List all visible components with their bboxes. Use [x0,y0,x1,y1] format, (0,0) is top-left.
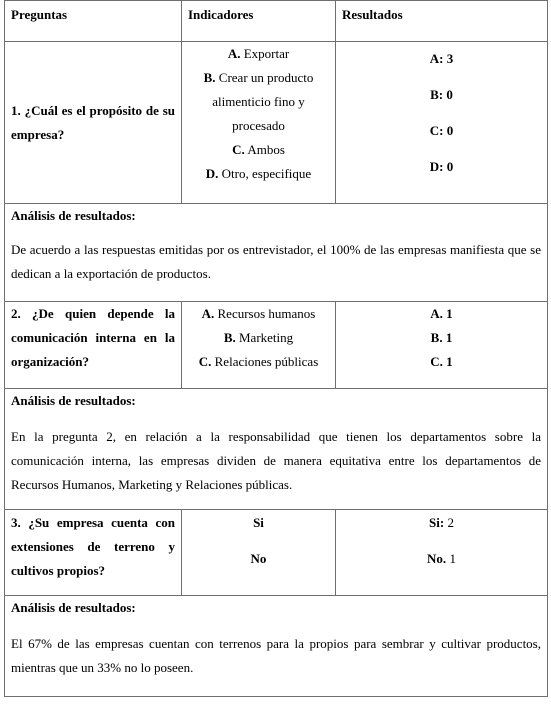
result-a: A. 1 [430,306,453,321]
analysis-3-text: El 67% de las empresas cuentan con terrenos para la propios para sembrar y cultivar productos, mientras que un 33% no lo poseen. [11,636,541,675]
analysis-3 [5,596,548,697]
question-1-results [336,42,548,204]
analysis-1-text: De acuerdo a las respuestas emitidas por os entrevistador, el 100% de las empresas manifiesta que se dedican a la exportación de productos. [11,242,541,281]
survey-results-table [4,0,548,697]
result-b: B. 1 [430,330,453,345]
question-2-results [336,302,548,389]
analysis-row-2 [5,389,548,510]
result-no: No. 1 [427,551,456,566]
question-row-2 [5,302,548,389]
question-2-options [182,302,336,389]
analysis-1-label: Análisis de resultados: [11,208,136,223]
analysis-2-text: En la pregunta 2, en relación a la responsabilidad que tienen los departamentos sobre la comunicación interna, las empresas dividen de manera equitativa entre los departamentos de Recursos Humanos, Marketing y Relaciones públicas. [11,429,541,492]
header-row [5,1,548,42]
result-c: C: 0 [429,123,454,138]
question-row-1 [5,42,548,204]
analysis-1 [5,204,548,302]
result-c: C. 1 [430,354,453,369]
option-c: C. Relaciones públicas [198,354,319,369]
question-3-text: 3. ¿Su empresa cuenta con extensiones de terreno y cultivos propios? [5,510,182,596]
analysis-row-1 [5,204,548,302]
question-3-options [182,510,336,596]
option-c: C. Ambos [232,142,285,157]
question-2-text: 2. ¿De quien depende la comunicación interna en la organización? [5,302,182,389]
header-preguntas: Preguntas [5,1,182,42]
question-3-results [336,510,548,596]
option-a: A. Exportar [227,46,290,61]
question-1-options [182,42,336,204]
analysis-3-label: Análisis de resultados: [11,600,136,615]
question-1-text: 1. ¿Cuál es el propósito de su empresa? [5,42,182,204]
option-no: No [250,551,267,566]
option-d: D. Otro, especifique [205,166,312,181]
analysis-row-3 [5,596,548,697]
analysis-2 [5,389,548,510]
option-b: B. Marketing [223,330,294,345]
header-indicadores: Indicadores [182,1,336,42]
option-si: Si [253,515,264,530]
result-a: A: 3 [429,51,454,66]
option-a: A. Recursos humanos [201,306,316,321]
option-b: B. Crear un producto alimenticio fino y procesado [203,70,314,133]
result-d: D: 0 [429,159,454,174]
header-resultados: Resultados [336,1,548,42]
question-row-3 [5,510,548,596]
analysis-2-label: Análisis de resultados: [11,393,136,408]
result-si: Si: 2 [429,515,454,530]
result-b: B: 0 [430,87,453,102]
